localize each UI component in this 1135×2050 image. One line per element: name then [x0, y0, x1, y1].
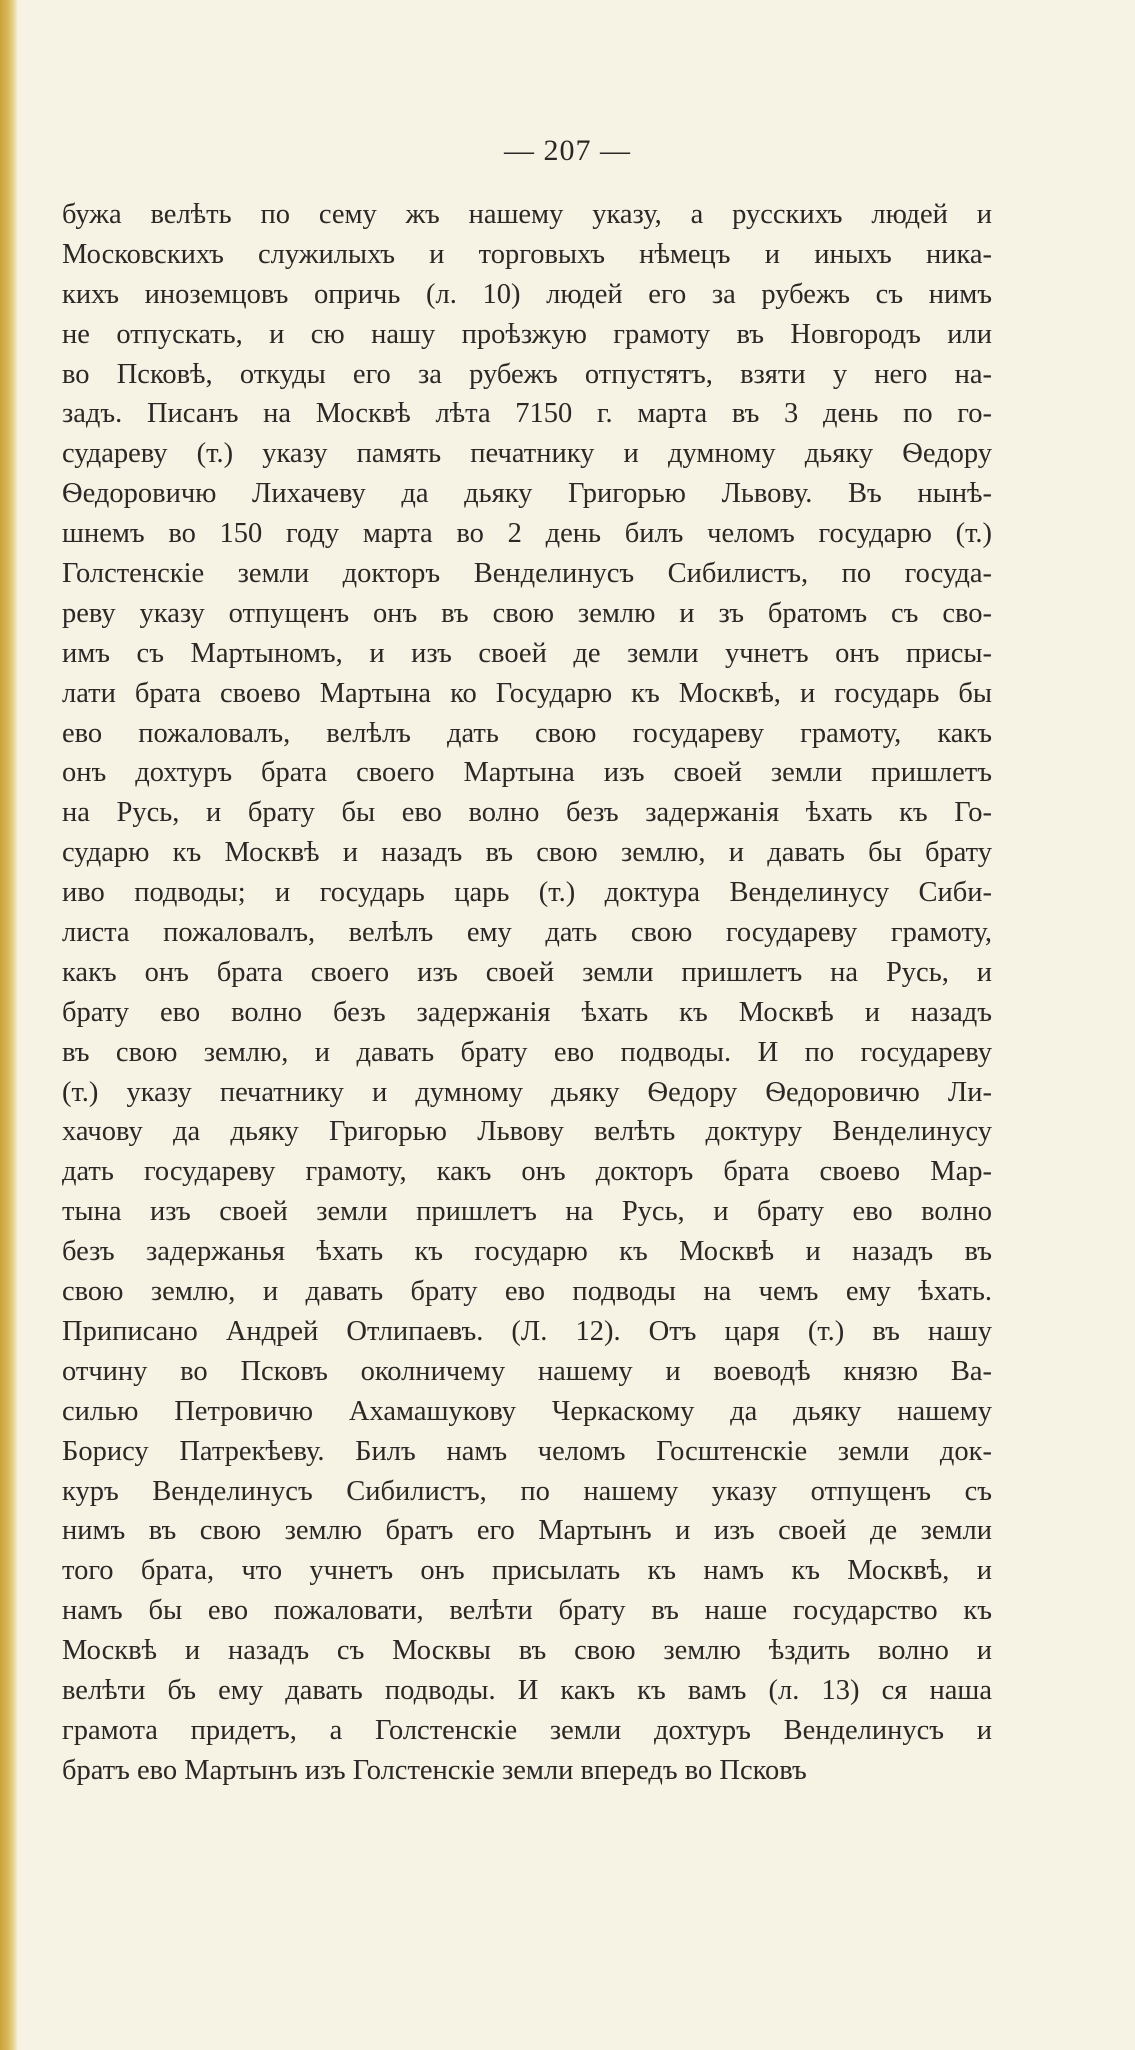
- text-line: листа пожаловалъ, велѣлъ ему дать свою государеву грамоту,: [62, 917, 992, 949]
- text-line: какъ онъ брата своего изъ своей земли пришлетъ на Русь, и: [62, 956, 992, 988]
- text-line: дать государеву грамоту, какъ онъ докторъ брата своево Мар-: [62, 1156, 992, 1188]
- text-line: хачову да дьяку Григорью Львову велѣть доктуру Венделинусу: [62, 1116, 992, 1148]
- text-line: имъ съ Мартыномъ, и изъ своей де земли учнетъ онъ присы-: [62, 637, 992, 669]
- text-line: лати брата своево Мартына ко Государю къ Москвѣ, и государь бы: [62, 677, 992, 709]
- text-line: грамота придетъ, а Голстенскіе земли дохтуръ Венделинусъ и: [62, 1714, 992, 1746]
- text-line: силью Петровичю Ахамашукову Черкаскому да дьяку нашему: [62, 1395, 992, 1427]
- text-line: не отпускать, и сю нашу проѣзжую грамоту въ Новгородъ или: [62, 318, 992, 350]
- text-line: безъ задержанья ѣхать къ государю къ Москвѣ и назадъ въ: [62, 1236, 992, 1268]
- text-line: тына изъ своей земли пришлетъ на Русь, и брату ево волно: [62, 1196, 992, 1228]
- page-number: — 207 —: [504, 134, 631, 167]
- text-line: (т.) указу печатнику и думному дьяку Ѳедору Ѳедоровичю Ли-: [62, 1076, 992, 1108]
- text-line: Москвѣ и назадъ съ Москвы въ свою землю ѣздить волно и: [62, 1635, 992, 1667]
- text-line: бужа велѣть по сему жъ нашему указу, а русскихъ людей и: [62, 199, 992, 230]
- text-line: свою землю, и давать брату ево подводы на чемъ ему ѣхать.: [62, 1276, 992, 1308]
- text-line: иво подводы; и государь царь (т.) доктура Венделинусу Сиби-: [62, 877, 992, 909]
- text-line: Московскихъ служилыхъ и торговыхъ нѣмецъ и иныхъ ника-: [62, 238, 992, 270]
- text-line: брату ево волно безъ задержанія ѣхать къ Москвѣ и назадъ: [62, 996, 992, 1028]
- text-line: въ свою землю, и давать брату ево подводы. И по государеву: [62, 1036, 992, 1068]
- text-line: задъ. Писанъ на Москвѣ лѣта 7150 г. марта въ 3 день по го-: [62, 398, 992, 430]
- text-line: реву указу отпущенъ онъ въ свою землю и зъ братомъ съ сво-: [62, 597, 992, 629]
- text-line: онъ дохтуръ брата своего Мартына изъ своей земли пришлетъ: [62, 757, 992, 789]
- text-line: того брата, что учнетъ онъ присылать къ намъ къ Москвѣ, и: [62, 1555, 992, 1587]
- text-line: шнемъ во 150 году марта во 2 день билъ челомъ государю (т.): [62, 518, 992, 550]
- text-line: ево пожаловалъ, велѣлъ дать свою государеву грамоту, какъ: [62, 717, 992, 749]
- text-line: братъ ево Мартынъ изъ Голстенскіе земли впередъ во Псковъ: [62, 1754, 807, 1786]
- text-line: сударю къ Москвѣ и назадъ въ свою землю, и давать бы брату: [62, 837, 992, 869]
- text-line: куръ Венделинусъ Сибилистъ, по нашему указу отпущенъ съ: [62, 1475, 992, 1507]
- binding-edge: [0, 0, 18, 2050]
- text-line: судареву (т.) указу память печатнику и думному дьяку Ѳедору: [62, 438, 992, 470]
- text-line: Голстенскіе земли докторъ Венделинусъ Сибилистъ, по госуда-: [62, 558, 992, 590]
- text-line: велѣти бъ ему давать подводы. И какъ къ вамъ (л. 13) ся наша: [62, 1674, 992, 1706]
- text-line: на Русь, и брату бы ево волно безъ задержанія ѣхать къ Го-: [62, 797, 992, 829]
- text-line: отчину во Псковъ околничему нашему и воеводѣ князю Ва-: [62, 1355, 992, 1387]
- body-text: [62, 195, 992, 1791]
- text-line: Приписано Андрей Отлипаевъ. (Л. 12). Отъ царя (т.) въ нашу: [62, 1315, 992, 1347]
- text-line: во Псковѣ, откуды его за рубежъ отпустятъ, взяти у него на-: [62, 358, 992, 390]
- text-line: нимъ въ свою землю братъ его Мартынъ и изъ своей де земли: [62, 1515, 992, 1547]
- text-line: Борису Патрекѣеву. Билъ намъ челомъ Госштенскіе земли док-: [62, 1435, 992, 1467]
- text-line: намъ бы ево пожаловати, велѣти брату въ наше государство къ: [62, 1595, 992, 1627]
- text-line: Ѳедоровичю Лихачеву да дьяку Григорью Львову. Въ нынѣ-: [62, 478, 992, 510]
- text-line: кихъ иноземцовъ опричь (л. 10) людей его за рубежъ съ нимъ: [62, 278, 992, 310]
